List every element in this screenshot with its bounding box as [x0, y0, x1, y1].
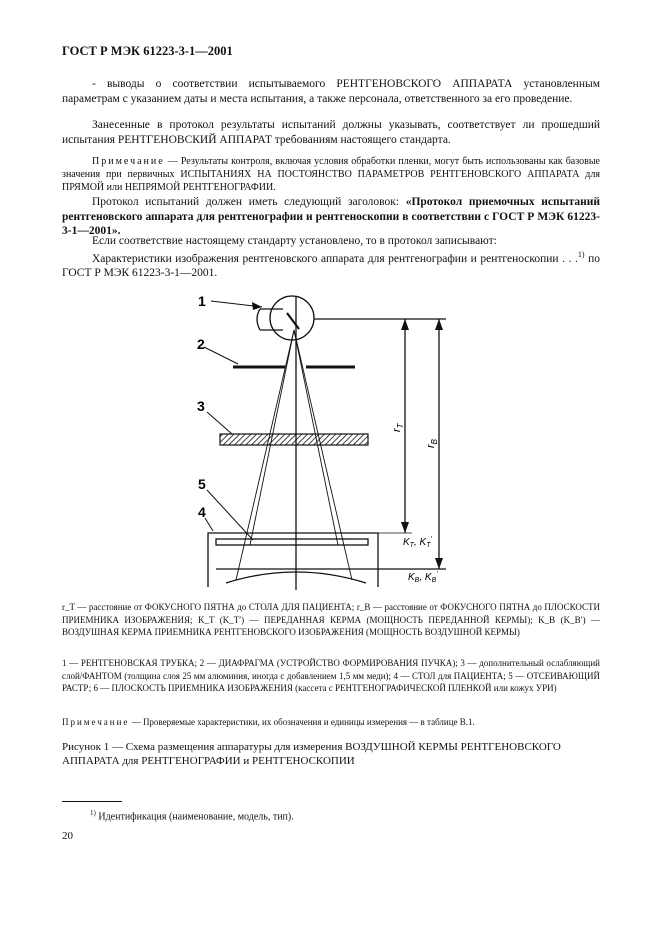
caption-definitions: r_T — расстояние от ФОКУСНОГО ПЯТНА до СТОЛА ДЛЯ ПАЦИЕНТА; r_B — расстояние от ФОКУСНОГО ПЯТНА до ПЛОСКОСТИ ПРИЕМНИКА ИЗОБРАЖЕНИЯ; K_T (K_T′) — ПЕРЕДАННАЯ КЕРМА (МОЩНОСТЬ ПЕРЕДАННОЙ КЕРМЫ); K_B (K_B′) — ВОЗДУШНАЯ КЕРМА ПРИЕМНИКА РЕНТГЕНОВСКОГО ИЗОБРАЖЕНИЯ (МОЩНОСТЬ ВОЗДУШНОЙ КЕРМЫ): [62, 602, 600, 637]
note-1-label: Примечание: [92, 156, 165, 167]
footnote-text: Идентификация (наименование, модель, тип).: [95, 811, 294, 823]
figure-title-label: Рисунок 1 —: [62, 741, 126, 753]
label-3: 3: [197, 398, 205, 414]
protocol-title: «Протокол приемочных испытаний рентгеновского аппарата для рентгенографии и рентгеноскопии в соответствии с ГОСТ Р МЭК 61223-3-1—2001».: [62, 196, 600, 237]
figure-title: [62, 740, 600, 768]
document-header: ГОСТ Р МЭК 61223-3-1—2001: [62, 44, 233, 58]
footnote-marker: 1): [90, 809, 96, 817]
arrowhead-rb-top: [435, 319, 443, 330]
phantom-layer: [220, 434, 368, 445]
figure-title-text: Схема размещения аппаратуры для измерения ВОЗДУШНОЙ КЕРМЫ РЕНТГЕНОВСКОГО АППАРАТА для РЕНТГЕНОГРАФИИ и РЕНТГЕНОСКОПИИ: [62, 741, 561, 767]
para3-start: Протокол испытаний должен иметь следующий заголовок:: [92, 196, 406, 208]
arrowhead-rb-bottom: [435, 558, 443, 569]
arrowhead-rt-bottom: [401, 522, 409, 533]
label-1: 1: [198, 293, 206, 309]
paragraph-compliance: Если соответствие настоящему стандарту установлено, то в протокол записывают:: [92, 235, 497, 247]
tube-anode: [287, 313, 299, 329]
leader-4: [205, 518, 213, 531]
arrowhead-rt-top: [401, 319, 409, 330]
footnote: [90, 809, 294, 822]
note-2-text: — Проверяемые характеристики, их обозначения и единицы измерения — в таблице В.1.: [129, 717, 475, 727]
label-2: 2: [197, 336, 205, 352]
label-rb: $r_B$: [425, 438, 439, 448]
leader-3: [207, 412, 232, 434]
note-2-label: Примечание: [62, 717, 130, 727]
footnote-divider: [62, 801, 122, 802]
footnote-ref: 1): [577, 250, 585, 259]
label-4: 4: [198, 504, 206, 520]
anti-scatter-grid: [216, 539, 368, 545]
page-number: 20: [62, 830, 73, 842]
paragraph-conclusions: - выводы о соответствии испытываемого РЕНТГЕНОВСКОГО АППАРАТА установленным параметрам с указанием даты и места испытания, а также персонала, ответственного за его проведение.: [62, 78, 600, 105]
leader-2: [204, 347, 238, 364]
note-1-text: — Результаты контроля, включая условия обработки пленки, могут быть использованы как базовые значения при первичных ИСПЫТАНИЯХ НА ПОСТОЯНСТВО ПАРАМЕТРОВ РЕНТГЕНОВСКОГО АППАРАТА для ПРЯМОЙ или НЕПРЯМОЙ РЕНТГЕНОГРАФИИ.: [62, 156, 600, 193]
caption-components: 1 — РЕНТГЕНОВСКАЯ ТРУБКА; 2 — ДИАФРАГМА (УСТРОЙСТВО ФОРМИРОВАНИЯ ПУЧКА); 3 — дополнительный ослабляющий слой/ФАНТОМ (толщина слоя 25 мм алюминия, иногда с добавлением 1,5 мм меди); 4 — СТОЛ для ПАЦИЕНТА; 5 — ОТСЕИВАЮЩИЙ РАСТР; 6 — ПЛОСКОСТЬ ПРИЕМНИКА ИЗОБРАЖЕНИЯ (кассета с РЕНТГЕНОГРАФИЧЕСКОЙ ПЛЕНКОЙ или кожух УРИ): [62, 658, 600, 693]
tube-cathode-curve: [257, 309, 260, 330]
label-5: 5: [198, 476, 206, 492]
label-rt: $r_T$: [391, 423, 405, 432]
para5-text: Характеристики изображения рентгеновского аппарата для рентгенографии и рентгеноскопии . . .: [92, 252, 578, 265]
note-2: [62, 716, 600, 729]
label-kt: $K_T$, $K_T'$: [403, 536, 432, 549]
label-kb: $K_B$, $K_B'$: [408, 571, 438, 584]
paragraph-results: Занесенные в протокол результаты испытаний должны указывать, соответствует ли прошедший испытания РЕНТГЕНОВСКИЙ АППАРАТ требованиям настоящего стандарта.: [62, 119, 600, 146]
para5-end: по ГОСТ Р МЭК 61223-3-1—2001.: [62, 252, 601, 280]
